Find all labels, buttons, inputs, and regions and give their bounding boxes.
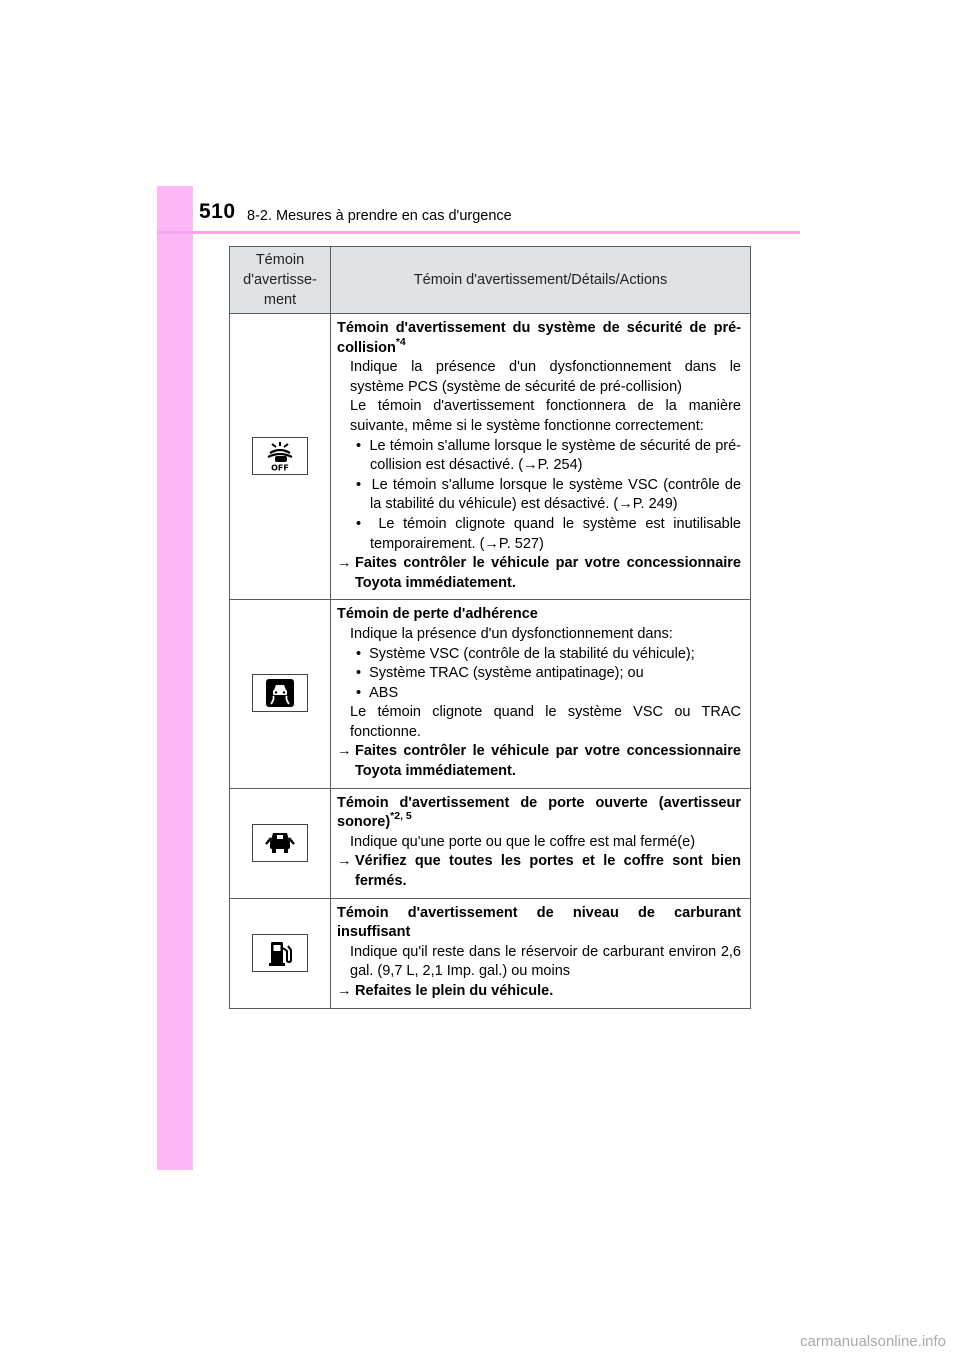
detail-line: Le témoin clignote quand le système VSC ou TRAC fonctionne. — [350, 704, 741, 740]
table-row — [230, 600, 751, 788]
warning-light-table — [229, 246, 751, 1009]
table-row — [230, 898, 751, 1008]
detail-line: Indique la présence d'un dysfonctionnement dans: — [350, 625, 673, 642]
detail-line: Indique la présence d'un dysfonctionnement dans le système PCS (système de sécurité de pré-collision) — [350, 359, 741, 395]
icon-off-label: OFF — [271, 463, 289, 472]
col-icon-header: Témoin d'avertisse- ment — [230, 247, 331, 314]
table-header-row — [230, 247, 751, 314]
table-row — [230, 788, 751, 898]
details-cell — [331, 600, 751, 788]
bullet-item: • ABS — [356, 684, 399, 701]
header-rule — [157, 231, 800, 234]
slip-indicator-icon — [252, 674, 308, 712]
arrow-icon: → — [337, 743, 352, 760]
warning-title: Témoin d'avertissement du système de sécurité de pré-collision$^{*4}$ — [337, 320, 741, 356]
bullet-item: • Système TRAC (système antipatinage); ou — [356, 665, 644, 682]
action-line: → Faites contrôler le véhicule par votre concessionnaire Toyota immédiatement. — [337, 555, 741, 591]
col-details-header: Témoin d'avertissement/Détails/Actions — [331, 247, 751, 314]
detail-line: Indique qu'il reste dans le réservoir de carburant environ 2,6 gal. (9,7 L, 2,1 Imp. gal.) ou moins — [350, 943, 741, 980]
arrow-icon: → — [337, 853, 352, 870]
action-line: → Vérifiez que toutes les portes et le coffre sont bien fermés. — [337, 853, 741, 890]
icon-cell — [230, 314, 331, 600]
action-line: → Refaites le plein du véhicule. — [337, 982, 741, 1002]
open-door-icon — [252, 824, 308, 862]
bullet-item: • Le témoin s'allume lorsque le système VSC (contrôle de la stabilité du véhicule) est désactivé. (→P. 249) — [356, 476, 742, 513]
section-title: 8-2. Mesures à prendre en cas d'urgence — [247, 208, 512, 224]
icon-cell — [230, 788, 331, 898]
warning-title: Témoin d'avertissement de porte ouverte (avertisseur sonore)$^{*2, 5}$ — [337, 794, 741, 831]
warning-title: Témoin d'avertissement de niveau de carburant insuffisant — [337, 904, 741, 941]
arrow-icon: → — [337, 555, 352, 572]
action-line: → Faites contrôler le véhicule par votre concessionnaire Toyota immédiatement. — [337, 743, 741, 780]
details-cell — [331, 314, 751, 600]
bullet-item: • Le témoin s'allume lorsque le système de sécurité de pré-collision est désactivé. (→P. 254) — [356, 437, 742, 474]
side-color-bar — [157, 186, 193, 1170]
bullet-item: • Le témoin clignote quand le système est inutilisable temporairement. (→P. 527) — [356, 515, 741, 552]
table-row — [230, 314, 751, 600]
watermark: carmanualsonline.info — [800, 1333, 946, 1350]
details-cell — [331, 898, 751, 1008]
arrow-icon: → — [337, 983, 352, 999]
bullet-item: • Système VSC (contrôle de la stabilité du véhicule); — [356, 645, 695, 662]
icon-cell — [230, 898, 331, 1008]
low-fuel-icon — [252, 934, 308, 972]
warning-title: Témoin de perte d'adhérence — [337, 606, 538, 623]
detail-line: Indique qu'une porte ou que le coffre est mal fermé(e) — [350, 833, 696, 850]
icon-cell — [230, 600, 331, 788]
detail-line: Le témoin d'avertissement fonctionnera de la manière suivante, même si le système fonctionne correctement: — [350, 398, 741, 434]
pre-collision-off-icon — [252, 437, 308, 475]
details-cell — [331, 788, 751, 898]
page-number: 510 — [199, 200, 236, 223]
